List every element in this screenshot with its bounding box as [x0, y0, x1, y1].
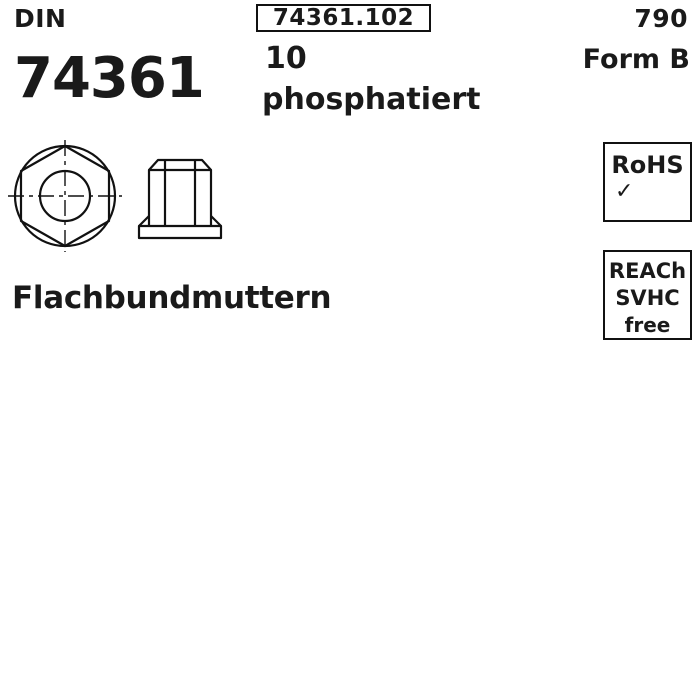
standard-label: DIN	[14, 4, 67, 33]
svhc-label: SVHC	[615, 286, 680, 310]
check-icon: ✓	[615, 179, 634, 204]
article-number: 790	[634, 4, 688, 33]
coating-label: phosphatiert	[262, 82, 481, 117]
status-badge-rohs	[603, 142, 692, 222]
form-label: Form B	[582, 44, 690, 75]
rohs-label: RoHS	[611, 151, 684, 179]
page-title: 74361	[14, 46, 204, 111]
technical-drawings	[8, 138, 238, 253]
center-lines	[8, 140, 122, 252]
free-label: free	[624, 313, 671, 337]
drawing-svg	[8, 138, 238, 253]
status-badge-reach	[603, 250, 692, 340]
code-box	[256, 4, 431, 32]
hex-flange-nut-side-view	[139, 160, 221, 238]
header-row	[8, 4, 692, 34]
code-text: 74361.102	[272, 5, 415, 31]
strength-grade: 10	[265, 41, 307, 76]
product-name: Flachbundmuttern	[12, 280, 332, 316]
reach-label: REACh	[608, 259, 687, 283]
